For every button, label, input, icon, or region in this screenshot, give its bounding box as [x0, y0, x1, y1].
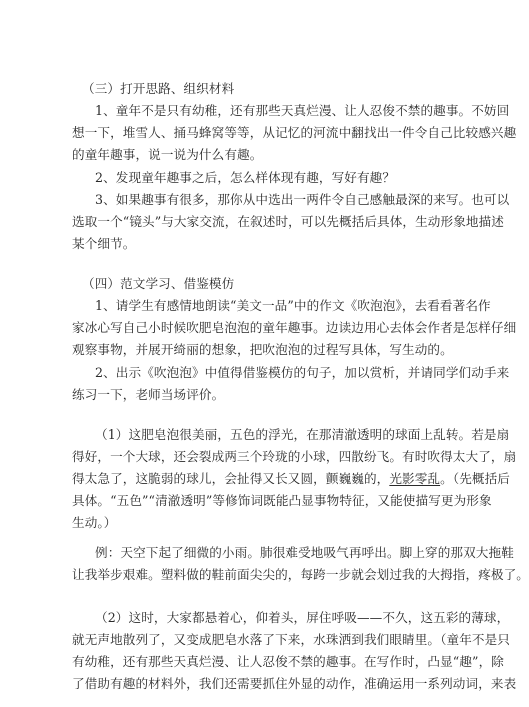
section-3-heading: （三）打开思路、组织材料 [82, 81, 235, 96]
paragraph-line: 1、童年不是只有幼稚，还有那些天真烂漫、让人忍俊不禁的趣事。不妨回 [95, 103, 510, 118]
paragraph-line: 观察事物，并展开绮丽的想象，把吹泡泡的过程写具体，写生动的。 [72, 342, 453, 357]
paragraph-line: 练习一下，老师当场评价。 [72, 387, 225, 402]
practice-line: 让我举步艰难。塑料做的鞋前面尖尖的，每跨一步就会划过我的大拇指，疼极了。 [72, 567, 529, 582]
paragraph-line: 3、如果趣事有很多，那你从中选出一两件令自己感触最深的来写。也可以 [95, 192, 510, 207]
paragraph-line: 1、请学生有感情地朗读“美文一品”中的作文《吹泡泡》，去看看著名作 [95, 298, 491, 313]
example-line: 得好，一个大球，还会裂成两三个玲珑的小球，四散纷飞。有时吹得太大了，扇 [72, 449, 517, 464]
section-4-heading: （四）范文学习、借鉴模仿 [82, 276, 235, 291]
example-line: （1）这肥皂泡很美丽，五色的浮光，在那清澈透明的球面上乱转。若是扇 [95, 427, 510, 442]
paragraph-line: 某个细节。 [72, 236, 136, 251]
example-line [72, 471, 510, 487]
paragraph-line: 2、出示《吹泡泡》中值得借鉴模仿的句子，加以赏析，并请同学们动手来 [95, 365, 510, 380]
practice-line: 例：天空下起了细微的小雨。肺很难受地吸气再呼出。脚上穿的那双大拖鞋 [95, 545, 514, 560]
example-line: （2）这时，大家都悬着心，仰着头，屏住呼吸——不久，这五彩的薄球， [95, 610, 510, 625]
example-text: 得太急了，这脆弱的球儿，会扯得又长又圆，颤巍巍的， [72, 471, 390, 486]
example-line: 就无声地散列了，又变成肥皂水落了下来，水珠洒到我们眼睛里。（童年不是只 [72, 632, 510, 647]
underlined-phrase: 光影零乱 [389, 471, 441, 486]
paragraph-line: 想一下，堆雪人、捅马蜂窝等等，从记忆的河流中翻找出一件令自己比较感兴趣 [72, 125, 517, 140]
example-line: 了借助有趣的材料外，我们还需要抓住外显的动作，准确运用一系列动词，来表 [72, 676, 517, 691]
paragraph-line: 选取一个“镜头”与大家交流，在叙述时，可以先概括后具体，生动形象地描述 [72, 214, 504, 229]
example-text: 。（先概括后 [440, 471, 510, 486]
paragraph-line: 2、发现童年趣事之后，怎么样体现有趣，写好有趣？ [95, 170, 396, 185]
paragraph-line: 的童年趣事，说一说为什么有趣。 [72, 147, 263, 162]
example-line: 具体。“五色”“清澈透明”等修饰词既能凸显事物特征，又能使描写更为形象 [72, 493, 492, 508]
paragraph-line: 家冰心写自己小时候吹肥皂泡泡的童年趣事。边读边用心去体会作者是怎样仔细 [72, 320, 517, 335]
example-line: 生动。） [72, 515, 117, 530]
example-line: 有幼稚，还有那些天真烂漫、让人忍俊不禁的趣事。在写作时，凸显“趣”，除 [72, 654, 504, 669]
